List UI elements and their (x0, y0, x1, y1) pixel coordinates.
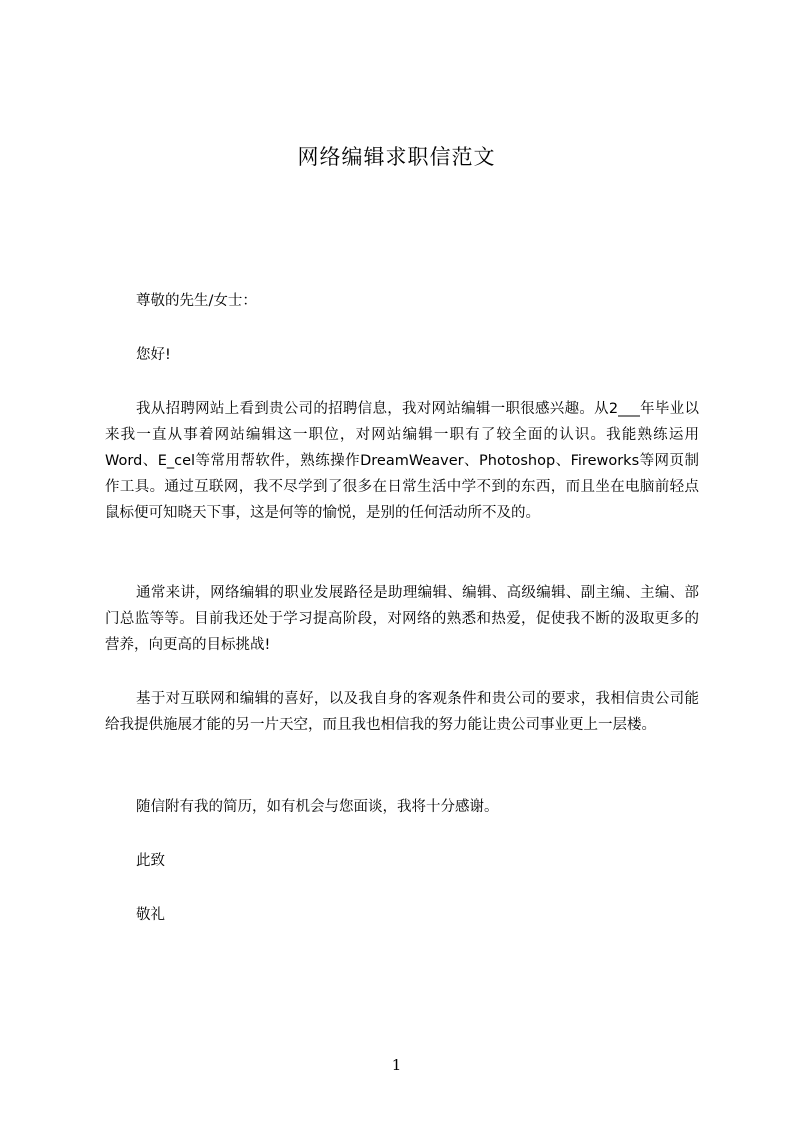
closing-line-1: 此致 (136, 853, 165, 869)
page-number: 1 (391, 1056, 402, 1074)
document-title: 网络编辑求职信范文 (297, 145, 496, 169)
attachment-note: 随信附有我的简历，如有机会与您面谈，我将十分感谢。 (136, 799, 499, 815)
salutation: 尊敬的先生/女士： (136, 293, 257, 309)
body-paragraph-experience: 我从招聘网站上看到贵公司的招聘信息，我对网站编辑一职很感兴趣。从2___年毕业以来我一直从事着网站编辑这一职位，对网站编辑一职有了较全面的认识。我能熟练运用Word、E_cel等常用帮软件，熟练操作DreamWeaver、Photoshop、Fireworks等网页制作工具。通过互联网，我不尽学到了很多在日常生活中学不到的东西，而且坐在电脑前轻点鼠标便可知晓天下事，这是何等的愉悦，是别的任何活动所不及的。 (105, 401, 699, 521)
greeting: 您好! (136, 347, 171, 363)
body-paragraph-career-path: 通常来讲，网络编辑的职业发展路径是助理编辑、编辑、高级编辑、副主编、主编、部门总监等等。目前我还处于学习提高阶段，对网络的熟悉和热爱，促使我不断的汲取更多的营养，向更高的目标挑战! (105, 585, 699, 653)
closing-line-2: 敬礼 (136, 907, 165, 923)
body-paragraph-motivation: 基于对互联网和编辑的喜好，以及我自身的客观条件和贵公司的要求，我相信贵公司能给我提供施展才能的另一片天空，而且我也相信我的努力能让贵公司事业更上一层楼。 (105, 691, 699, 733)
